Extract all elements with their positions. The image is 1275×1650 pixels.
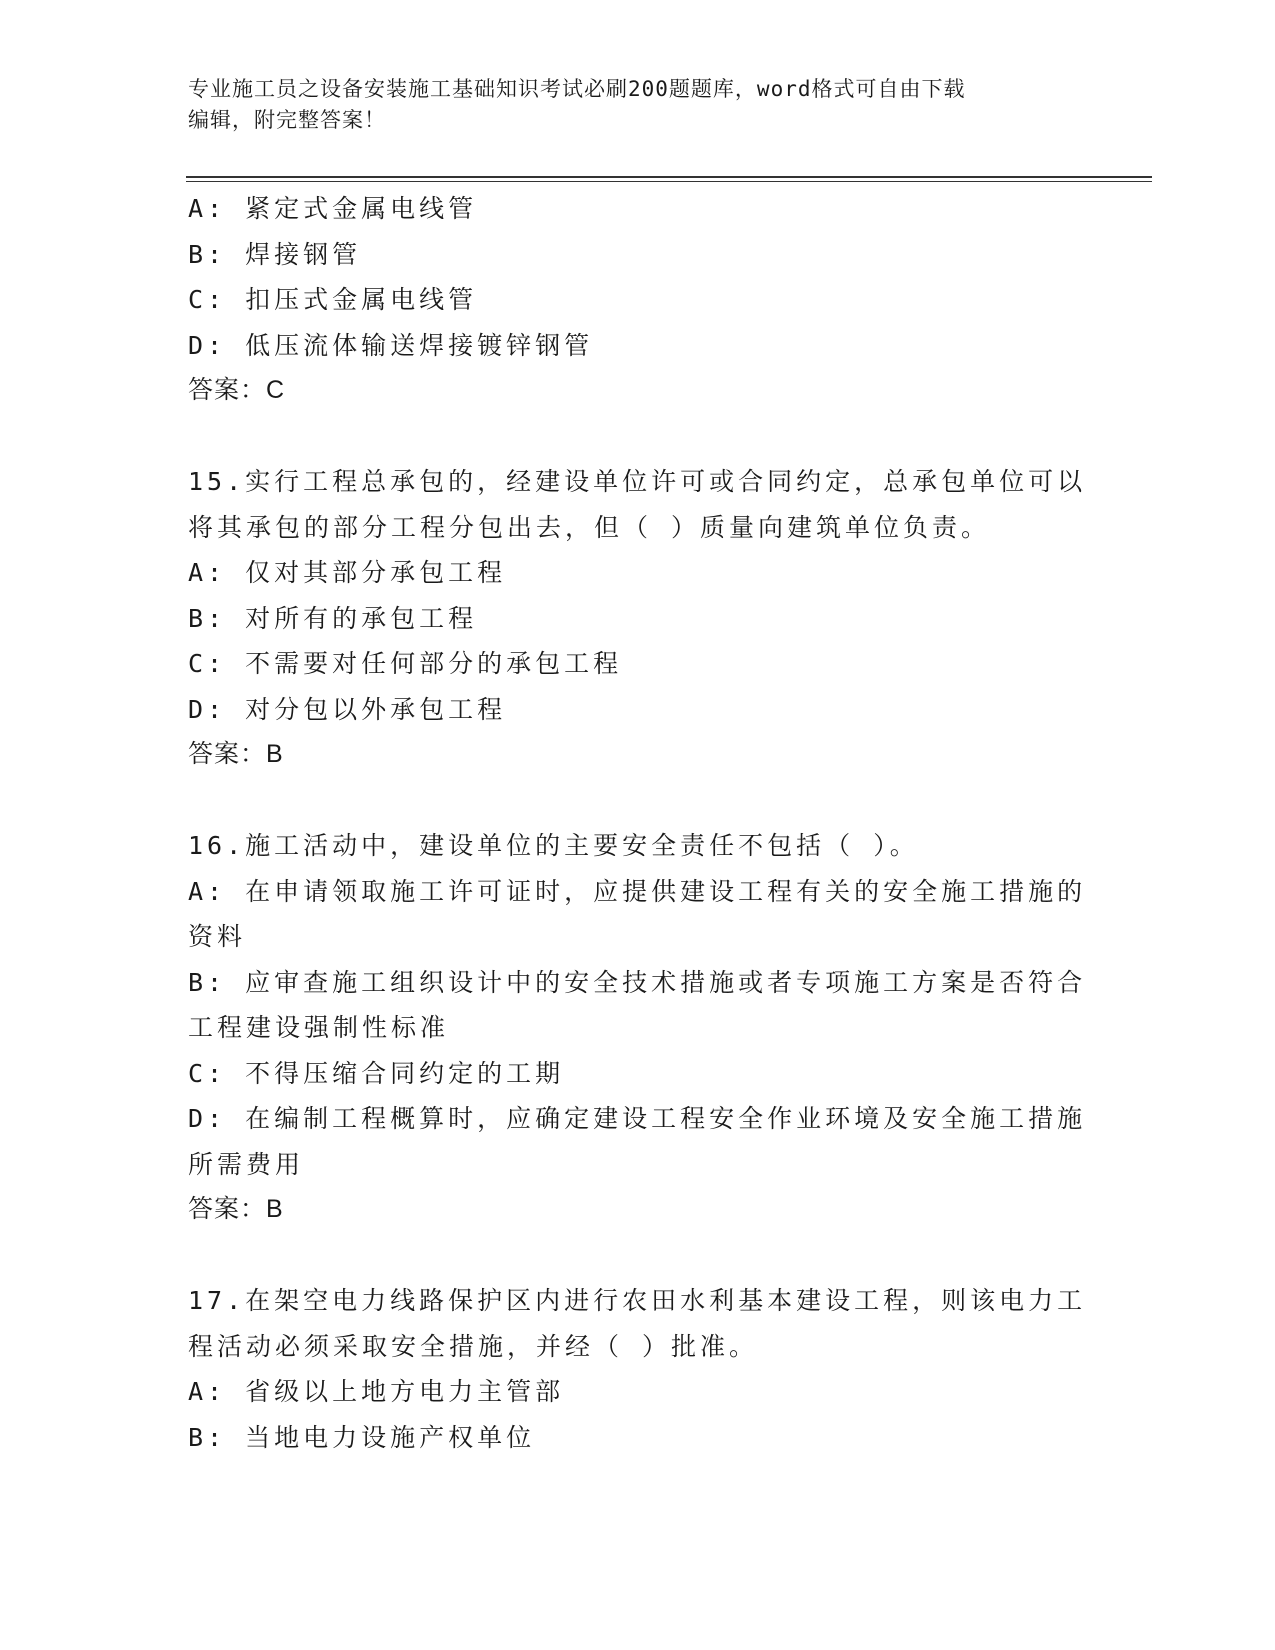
question-17-block	[188, 1278, 1088, 1460]
option-d: D: 对分包以外承包工程	[188, 694, 507, 724]
question-stem-line: 16.施工活动中，建设单位的主要安全责任不包括（ ）。	[188, 831, 919, 860]
question-gap	[188, 778, 1088, 824]
question-stem-line: 17.在架空电力线路保护区内进行农田水利基本建设工程，则该电力工	[188, 1286, 1087, 1315]
document-header	[188, 74, 1078, 136]
question-15-block	[188, 459, 1088, 778]
question-stem-line: 程活动必须采取安全措施，并经（ ）批准。	[188, 1331, 759, 1361]
header-divider-thick	[186, 176, 1152, 178]
option-b: B: 应审查施工组织设计中的安全技术措施或者专项施工方案是否符合	[188, 967, 1087, 997]
option-c: C: 扣压式金属电线管	[188, 285, 478, 314]
question-14-block	[188, 186, 1088, 414]
question-stem-line: 将其承包的部分工程分包出去，但（ ）质量向建筑单位负责。	[188, 512, 991, 542]
option-d: D: 低压流体输送焊接镀锌钢管	[188, 330, 594, 360]
header-divider-thin	[186, 181, 1152, 182]
question-content	[188, 186, 1088, 1460]
option-b: B: 焊接钢管	[188, 239, 362, 269]
question-stem-line: 15.实行工程总承包的，经建设单位许可或合同约定，总承包单位可以	[188, 467, 1087, 496]
option-b: B: 当地电力设施产权单位	[188, 1422, 536, 1452]
option-a-continued: 资料	[188, 922, 247, 951]
option-d-continued: 所需费用	[188, 1149, 305, 1179]
option-a: A: 紧定式金属电线管	[188, 194, 478, 223]
option-b-continued: 工程建设强制性标准	[188, 1013, 450, 1042]
answer-line: 答案：B	[188, 1195, 284, 1223]
question-16-block	[188, 823, 1088, 1233]
option-b: B: 对所有的承包工程	[188, 603, 478, 633]
option-a: A: 在申请领取施工许可证时，应提供建设工程有关的安全施工措施的	[188, 876, 1087, 906]
question-gap	[188, 414, 1088, 460]
answer-line: 答案：C	[188, 376, 286, 404]
header-line-2: 编辑，附完整答案！	[188, 108, 386, 132]
option-c: C: 不得压缩合同约定的工期	[188, 1058, 565, 1088]
header-line-1: 专业施工员之设备安装施工基础知识考试必刷200题题库，word格式可自由下载	[188, 77, 966, 101]
option-c: C: 不需要对任何部分的承包工程	[188, 649, 623, 678]
option-a: A: 省级以上地方电力主管部	[188, 1377, 565, 1406]
option-a: A: 仅对其部分承包工程	[188, 558, 507, 587]
answer-line: 答案：B	[188, 740, 284, 768]
question-gap	[188, 1233, 1088, 1279]
option-d: D: 在编制工程概算时，应确定建设工程安全作业环境及安全施工措施	[188, 1104, 1087, 1133]
